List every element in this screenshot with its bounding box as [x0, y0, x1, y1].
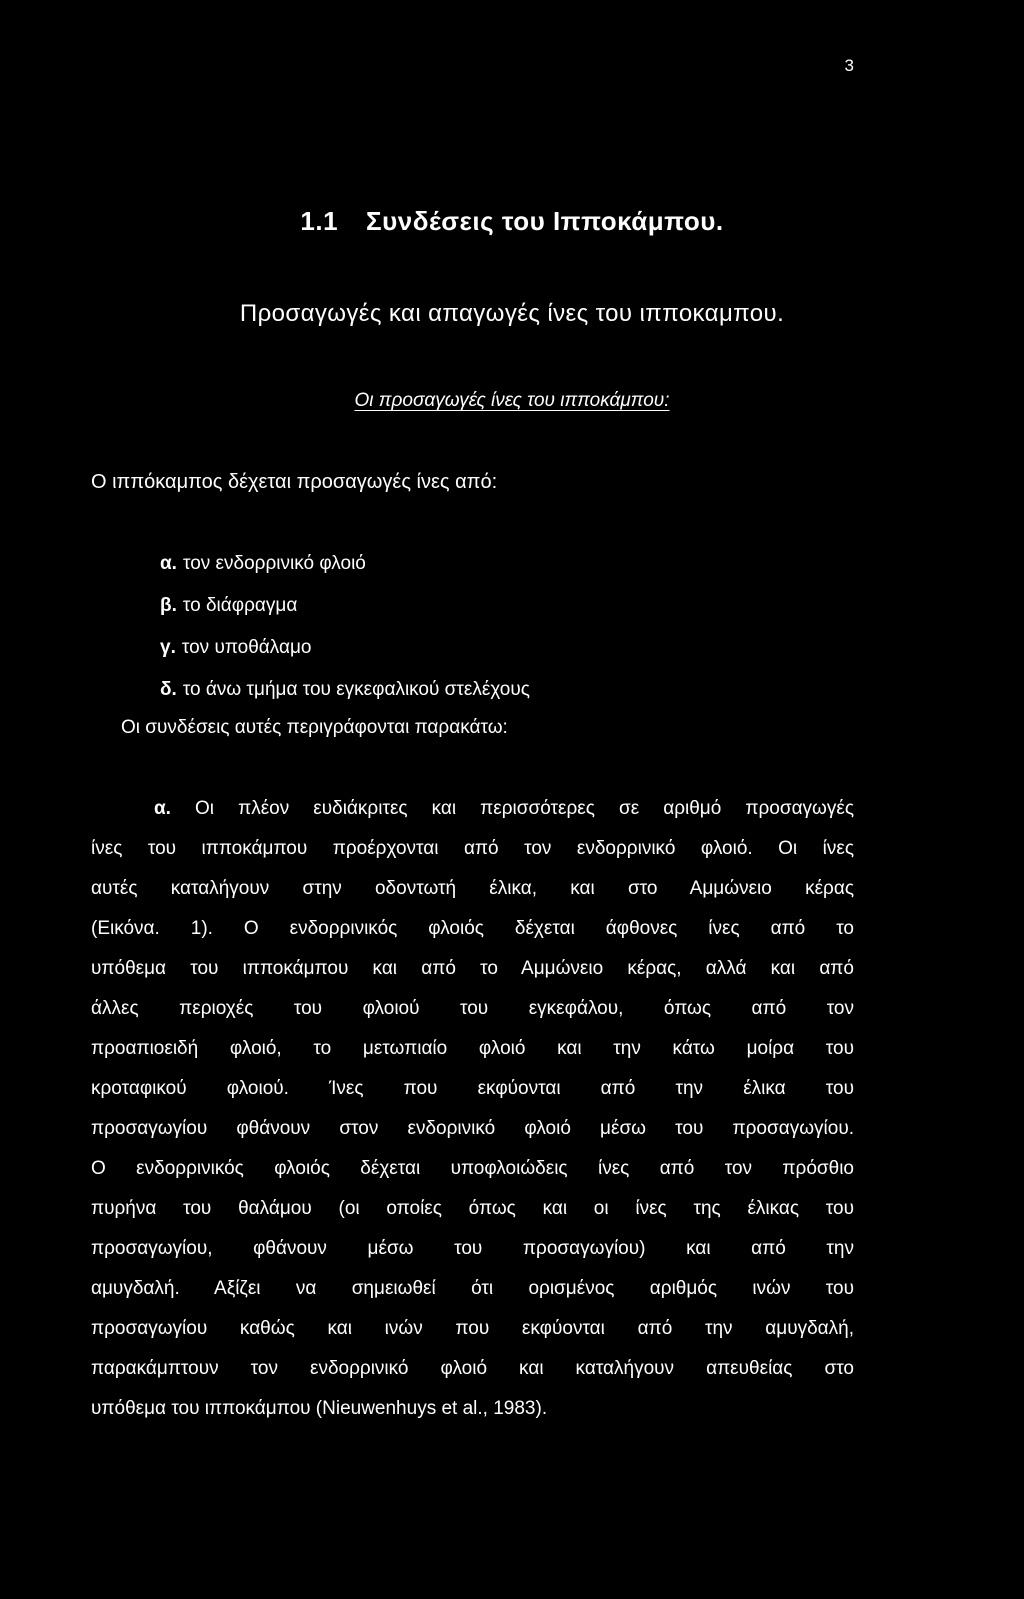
paragraph-line: προαπιοειδή φλοιό, το μετωπιαίο φλοιό και την κάτω μοίρα του: [91, 1038, 854, 1059]
paragraph-line: προσαγωγίου φθάνουν στον ενδορινικό φλοιό μέσω του προσαγωγίου.: [91, 1118, 854, 1139]
italic-subheading: Οι προσαγωγές ίνες του ιπποκάμπου:: [354, 390, 670, 411]
list-marker: β.: [160, 595, 177, 616]
paragraph-marker: α.: [154, 798, 171, 819]
section-number: 1.1: [300, 206, 339, 236]
paragraph-line: άλλες περιοχές του φλοιού του εγκεφάλου, όπως από τον: [91, 998, 854, 1019]
paragraph-line: πυρήνα του θαλάμου (οι οποίες όπως και οι ίνες της έλικας του: [91, 1198, 854, 1219]
paragraph-line: υπόθεμα του ιπποκάμπου (Nieuwenhuys et al., 1983).: [91, 1398, 548, 1419]
paragraph-line: αμυγδαλή. Αξίζει να σημειωθεί ότι ορισμένος αριθμός ινών του: [91, 1278, 854, 1299]
section-title: Συνδέσεις του Ιπποκάμπου.: [366, 206, 724, 236]
paragraph-line: Ο ενδορρινικός φλοιός δέχεται υποφλοιώδεις ίνες από τον πρόσθιο: [91, 1158, 854, 1179]
paragraph-line: [91, 795, 854, 835]
list-text: το διάφραγμα: [182, 595, 298, 616]
body-paragraph: [91, 795, 854, 1435]
paragraph-line: ίνες του ιπποκάμπου προέρχονται από τον ενδορρινικό φλοιό. Οι ίνες: [91, 838, 854, 859]
intro-sentence: Ο ιππόκαμπος δέχεται προσαγωγές ίνες από:: [91, 471, 498, 493]
section-heading: [0, 206, 1024, 237]
page-number: 3: [844, 56, 854, 75]
list-text: τον υποθάλαμο: [181, 637, 312, 658]
paragraph-line: προσαγωγίου καθώς και ινών που εκφύονται από την αμυγδαλή,: [91, 1318, 854, 1339]
described-sentence: Οι συνδέσεις αυτές περιγράφονται παρακάτω:: [121, 717, 508, 738]
paragraph-line: (Εικόνα. 1). Ο ενδορρινικός φλοιός δέχεται άφθονες ίνες από το: [91, 918, 854, 939]
paragraph-line: προσαγωγίου, φθάνουν μέσω του προσαγωγίου) και από την: [91, 1238, 854, 1259]
list-item: [160, 635, 530, 677]
paragraph-line: υπόθεμα του ιπποκάμπου και από το Αμμώνειο κέρας, αλλά και από: [91, 958, 854, 979]
source-list: [160, 551, 530, 719]
list-item: [160, 551, 530, 593]
paragraph-line-text: Οι πλέον ευδιάκριτες και περισσότερες σε αριθμό προσαγωγές: [195, 798, 854, 819]
list-item: [160, 593, 530, 635]
paragraph-line: κροταφικού φλοιού. Ίνες που εκφύονται από την έλικα του: [91, 1078, 854, 1099]
list-text: το άνω τμήμα του εγκεφαλικού στελέχους: [182, 679, 530, 700]
list-marker: γ.: [160, 637, 176, 658]
paragraph-line: παρακάμπτουν τον ενδορρινικό φλοιό και καταλήγουν απευθείας στο: [91, 1358, 854, 1379]
list-marker: α.: [160, 553, 177, 574]
list-text: τον ενδορρινικό φλοιό: [182, 553, 366, 574]
list-item: [160, 677, 530, 719]
paragraph-line: αυτές καταλήγουν στην οδοντωτή έλικα, και στο Αμμώνειο κέρας: [91, 878, 854, 899]
list-marker: δ.: [160, 679, 177, 700]
subheading: Προσαγωγές και απαγωγές ίνες του ιπποκαμπου.: [239, 300, 785, 327]
